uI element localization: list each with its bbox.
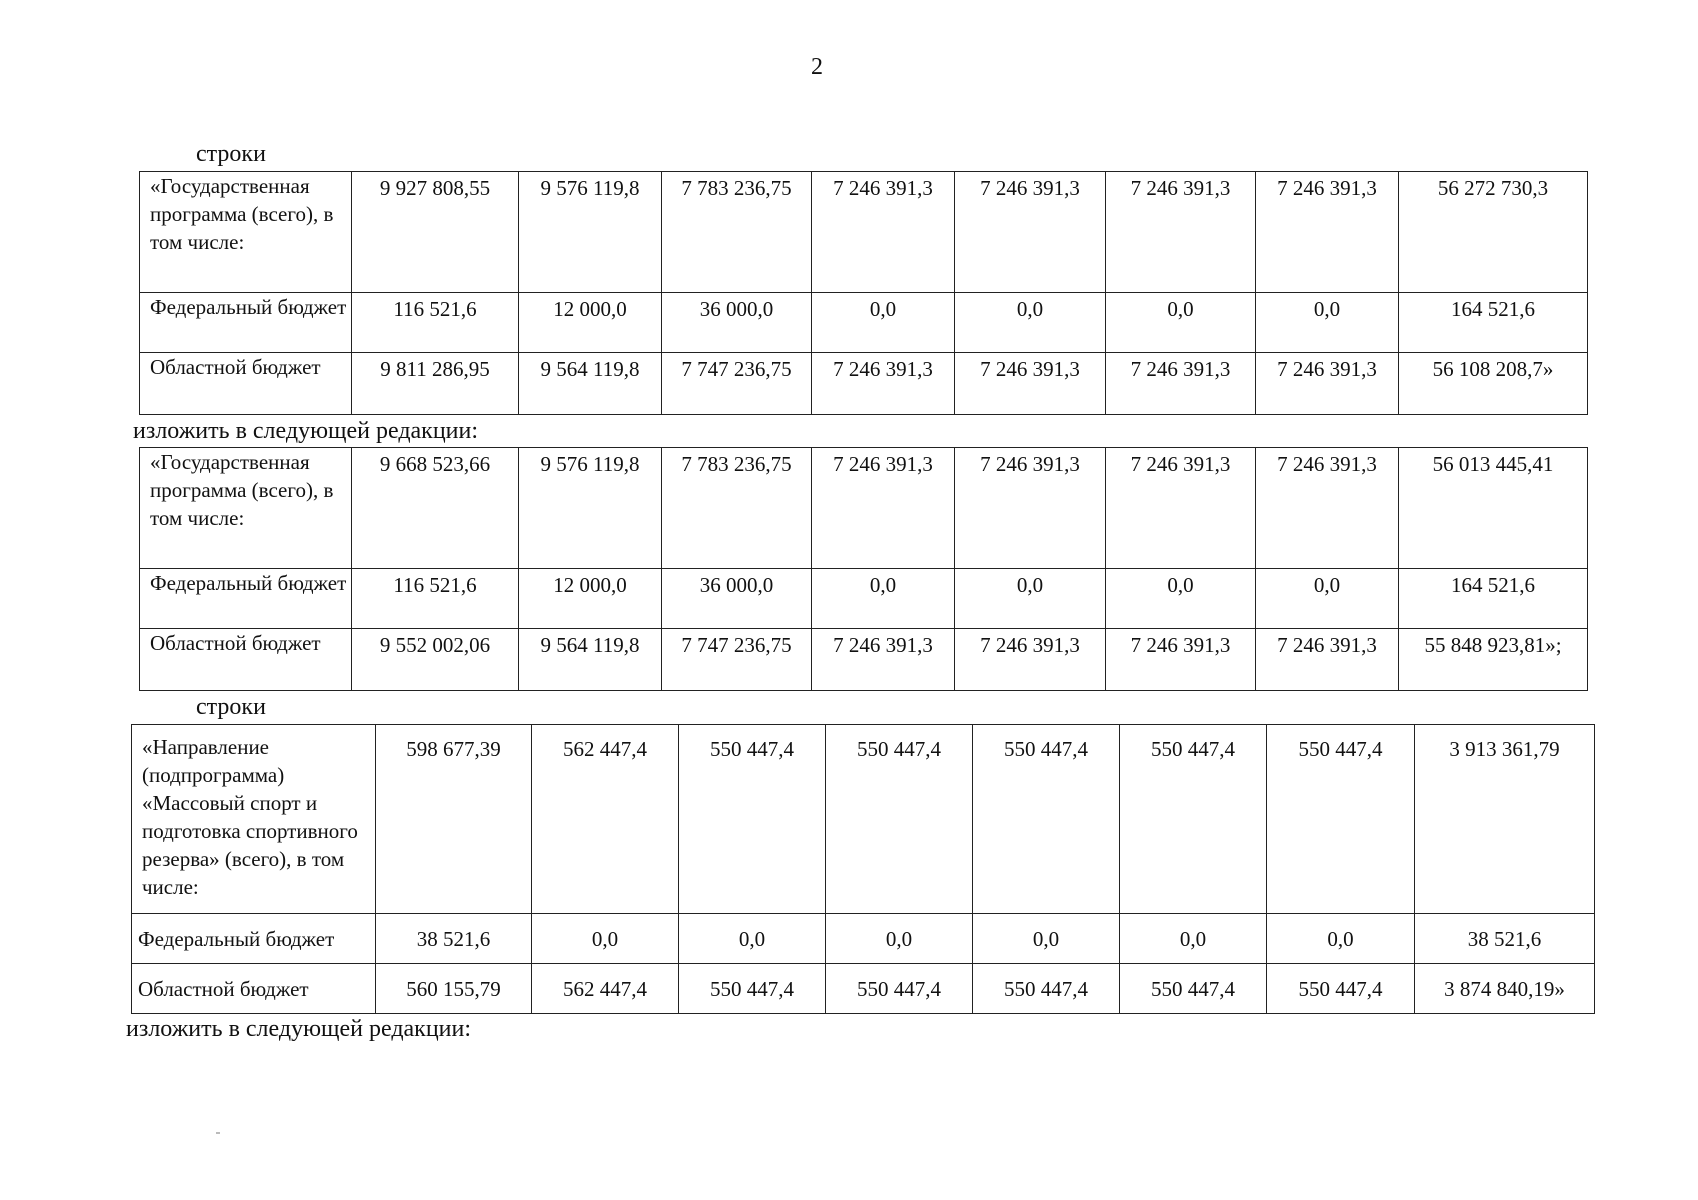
value-cell: 7 246 391,3 xyxy=(955,353,1106,415)
value-cell: 116 521,6 xyxy=(352,293,519,353)
value-cell: 9 668 523,66 xyxy=(352,448,519,569)
scan-speck xyxy=(216,1132,220,1134)
value-cell: 550 447,4 xyxy=(973,725,1120,914)
value-cell: 0,0 xyxy=(973,914,1120,964)
value-cell: 7 747 236,75 xyxy=(662,353,812,415)
page-number: 2 xyxy=(811,54,823,80)
total-cell: 164 521,6 xyxy=(1399,569,1588,629)
value-cell: 550 447,4 xyxy=(1120,725,1267,914)
value-cell: 0,0 xyxy=(826,914,973,964)
total-cell: 56 272 730,3 xyxy=(1399,172,1588,293)
value-cell: 7 246 391,3 xyxy=(955,172,1106,293)
table-row xyxy=(132,964,1595,1014)
value-cell: 9 811 286,95 xyxy=(352,353,519,415)
row-name: «Государственная программа (всего), в том числе: xyxy=(140,172,352,293)
value-cell: 550 447,4 xyxy=(679,725,826,914)
value-cell: 7 246 391,3 xyxy=(955,448,1106,569)
value-cell: 0,0 xyxy=(679,914,826,964)
value-cell: 0,0 xyxy=(1267,914,1415,964)
table-row xyxy=(140,353,1588,415)
value-cell: 550 447,4 xyxy=(1120,964,1267,1014)
value-cell: 9 576 119,8 xyxy=(519,448,662,569)
value-cell: 7 246 391,3 xyxy=(812,353,955,415)
value-cell: 550 447,4 xyxy=(1267,964,1415,1014)
value-cell: 7 246 391,3 xyxy=(812,629,955,691)
value-cell: 9 564 119,8 xyxy=(519,629,662,691)
row-name: Областной бюджет xyxy=(140,629,352,691)
value-cell: 36 000,0 xyxy=(662,569,812,629)
value-cell: 550 447,4 xyxy=(1267,725,1415,914)
table-subprogram xyxy=(131,724,1595,1014)
total-cell: 56 013 445,41 xyxy=(1399,448,1588,569)
value-cell: 7 246 391,3 xyxy=(1256,172,1399,293)
value-cell: 9 576 119,8 xyxy=(519,172,662,293)
replace-label-1: изложить в следующей редакции: xyxy=(133,418,479,444)
value-cell: 0,0 xyxy=(812,569,955,629)
value-cell: 0,0 xyxy=(1106,293,1256,353)
table-row xyxy=(140,448,1588,569)
value-cell: 562 447,4 xyxy=(532,964,679,1014)
value-cell: 7 783 236,75 xyxy=(662,172,812,293)
value-cell: 0,0 xyxy=(1106,569,1256,629)
row-name: Областной бюджет xyxy=(132,964,376,1014)
value-cell: 0,0 xyxy=(1256,569,1399,629)
value-cell: 36 000,0 xyxy=(662,293,812,353)
table-row xyxy=(140,293,1588,353)
value-cell: 9 564 119,8 xyxy=(519,353,662,415)
value-cell: 550 447,4 xyxy=(826,725,973,914)
value-cell: 12 000,0 xyxy=(519,569,662,629)
value-cell: 116 521,6 xyxy=(352,569,519,629)
total-cell: 3 874 840,19» xyxy=(1415,964,1595,1014)
value-cell: 0,0 xyxy=(1120,914,1267,964)
value-cell: 7 246 391,3 xyxy=(812,448,955,569)
value-cell: 560 155,79 xyxy=(376,964,532,1014)
total-cell: 38 521,6 xyxy=(1415,914,1595,964)
value-cell: 7 246 391,3 xyxy=(1256,448,1399,569)
replace-label-2: изложить в следующей редакции: xyxy=(126,1016,472,1042)
value-cell: 550 447,4 xyxy=(973,964,1120,1014)
value-cell: 550 447,4 xyxy=(679,964,826,1014)
value-cell: 7 246 391,3 xyxy=(955,629,1106,691)
row-name: Федеральный бюджет xyxy=(140,569,352,629)
table-row xyxy=(132,914,1595,964)
value-cell: 0,0 xyxy=(955,569,1106,629)
table-old-program xyxy=(139,171,1588,415)
table-row xyxy=(140,172,1588,293)
row-name: Областной бюджет xyxy=(140,353,352,415)
total-cell: 55 848 923,81»; xyxy=(1399,629,1588,691)
value-cell: 598 677,39 xyxy=(376,725,532,914)
row-name: Федеральный бюджет xyxy=(132,914,376,964)
value-cell: 0,0 xyxy=(955,293,1106,353)
total-cell: 56 108 208,7» xyxy=(1399,353,1588,415)
value-cell: 562 447,4 xyxy=(532,725,679,914)
rows-label-2: строки xyxy=(196,694,266,720)
value-cell: 550 447,4 xyxy=(826,964,973,1014)
value-cell: 38 521,6 xyxy=(376,914,532,964)
value-cell: 0,0 xyxy=(532,914,679,964)
value-cell: 7 246 391,3 xyxy=(1256,353,1399,415)
value-cell: 7 246 391,3 xyxy=(1106,448,1256,569)
table-new-program xyxy=(139,447,1588,691)
row-name: Федеральный бюджет xyxy=(140,293,352,353)
value-cell: 0,0 xyxy=(1256,293,1399,353)
value-cell: 12 000,0 xyxy=(519,293,662,353)
value-cell: 7 246 391,3 xyxy=(1256,629,1399,691)
value-cell: 9 552 002,06 xyxy=(352,629,519,691)
value-cell: 7 246 391,3 xyxy=(1106,629,1256,691)
table-row xyxy=(140,569,1588,629)
total-cell: 164 521,6 xyxy=(1399,293,1588,353)
rows-label-1: строки xyxy=(196,141,266,167)
value-cell: 7 783 236,75 xyxy=(662,448,812,569)
row-name: «Направление (подпрограмма) «Массовый спорт и подготовка спортивного резерва» (всего), в том числе: xyxy=(132,725,376,914)
table-row xyxy=(132,725,1595,914)
value-cell: 7 246 391,3 xyxy=(1106,353,1256,415)
value-cell: 0,0 xyxy=(812,293,955,353)
value-cell: 7 747 236,75 xyxy=(662,629,812,691)
table-row xyxy=(140,629,1588,691)
value-cell: 9 927 808,55 xyxy=(352,172,519,293)
total-cell: 3 913 361,79 xyxy=(1415,725,1595,914)
value-cell: 7 246 391,3 xyxy=(812,172,955,293)
row-name: «Государственная программа (всего), в том числе: xyxy=(140,448,352,569)
value-cell: 7 246 391,3 xyxy=(1106,172,1256,293)
